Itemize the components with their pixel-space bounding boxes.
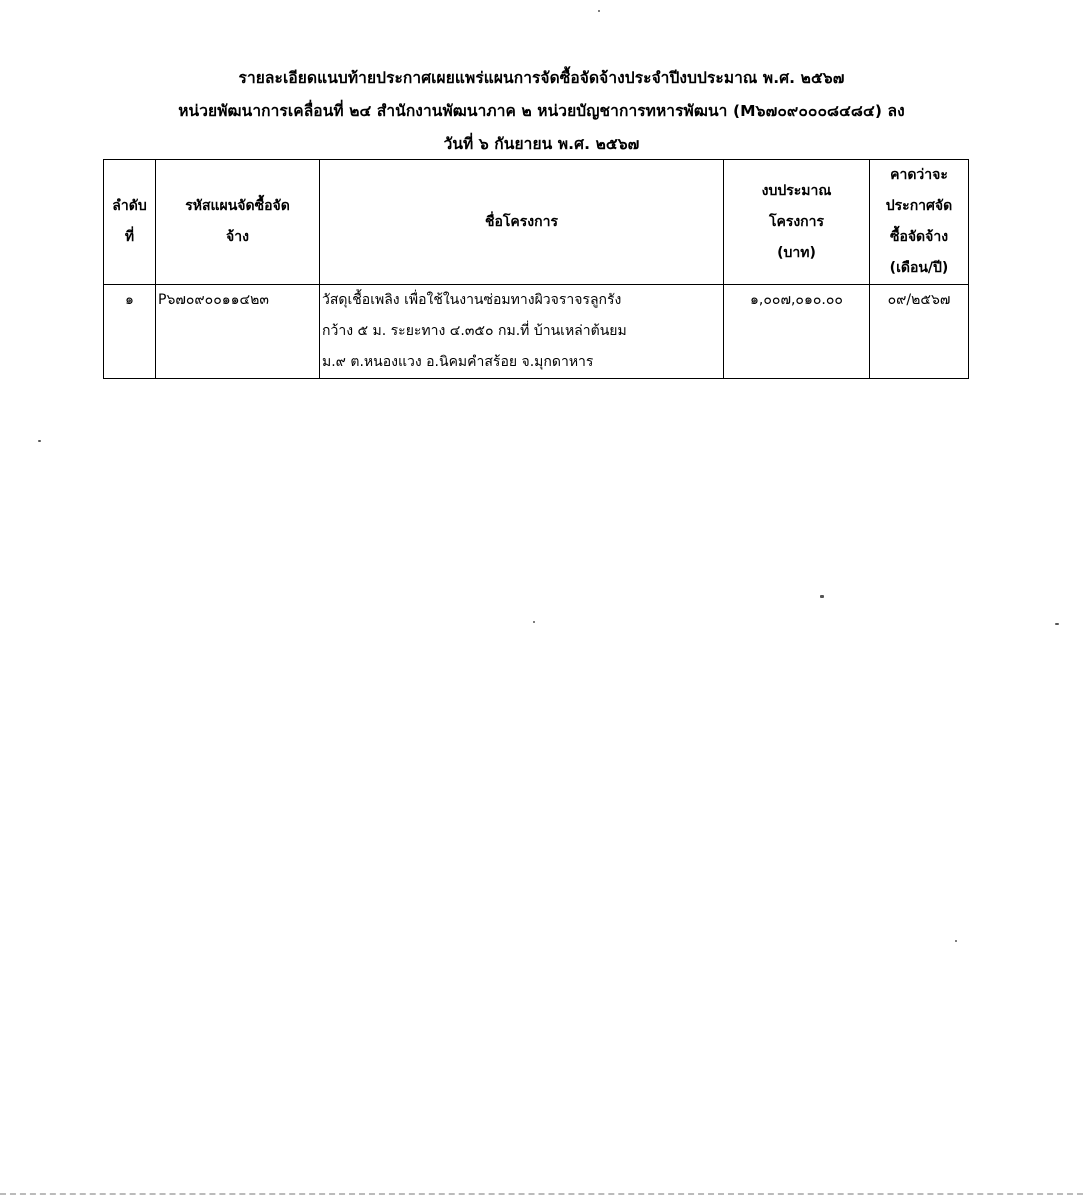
scan-bottom-edge [0,1193,1083,1195]
cell-no: ๑ [104,285,156,379]
title-line-2: หน่วยพัฒนาการเคลื่อนที่ ๒๔ สำนักงานพัฒนาภาค ๒ หน่วยบัญชาการทหารพัฒนา (M๖๗๐๙๐๐๐๘๔๘๔) ลง [178,102,905,120]
project-name-line-1: วัสดุเชื้อเพลิง เพื่อใช้ในงานซ่อมทางผิวจราจรลูกรัง [322,292,622,308]
table-row [104,285,969,379]
scan-speck [820,595,824,598]
project-name-line-3: ม.๙ ต.หนองแวง อ.นิคมคำสร้อย จ.มุกดาหาร [322,354,594,370]
cell-project-name [320,285,724,379]
col-header-budget: งบประมาณ โครงการ (บาท) [724,160,870,285]
document-title [60,62,1023,161]
scan-speck [38,440,41,442]
procurement-plan-table [103,159,969,379]
title-line-1: รายละเอียดแนบท้ายประกาศเผยแพร่แผนการจัดซื้อจัดจ้างประจำปีงบประมาณ พ.ศ. ๒๕๖๗ [238,69,845,87]
col-header-plan-code: รหัสแผนจัดซื้อจัด จ้าง [156,160,320,285]
title-line-3: วันที่ ๖ กันยายน พ.ศ. ๒๕๖๗ [443,135,640,153]
cell-plan-code: P๖๗๐๙๐๐๑๑๔๒๓ [156,285,320,379]
col-header-expected-date: คาดว่าจะ ประกาศจัด ซื้อจัดจ้าง (เดือน/ปี) [870,160,969,285]
col-header-project-name: ชื่อโครงการ [320,160,724,285]
scan-speck [955,940,957,942]
scan-speck [533,621,535,623]
table-header-row [104,160,969,285]
cell-expected-date: ๐๙/๒๕๖๗ [870,285,969,379]
scan-speck [598,10,600,12]
col-header-no: ลำดับ ที่ [104,160,156,285]
scan-speck [1055,623,1059,625]
cell-budget: ๑,๐๐๗,๐๑๐.๐๐ [724,285,870,379]
project-name-line-2: กว้าง ๕ ม. ระยะทาง ๔.๓๕๐ กม.ที่ บ้านเหล่าต้นยม [322,323,627,339]
